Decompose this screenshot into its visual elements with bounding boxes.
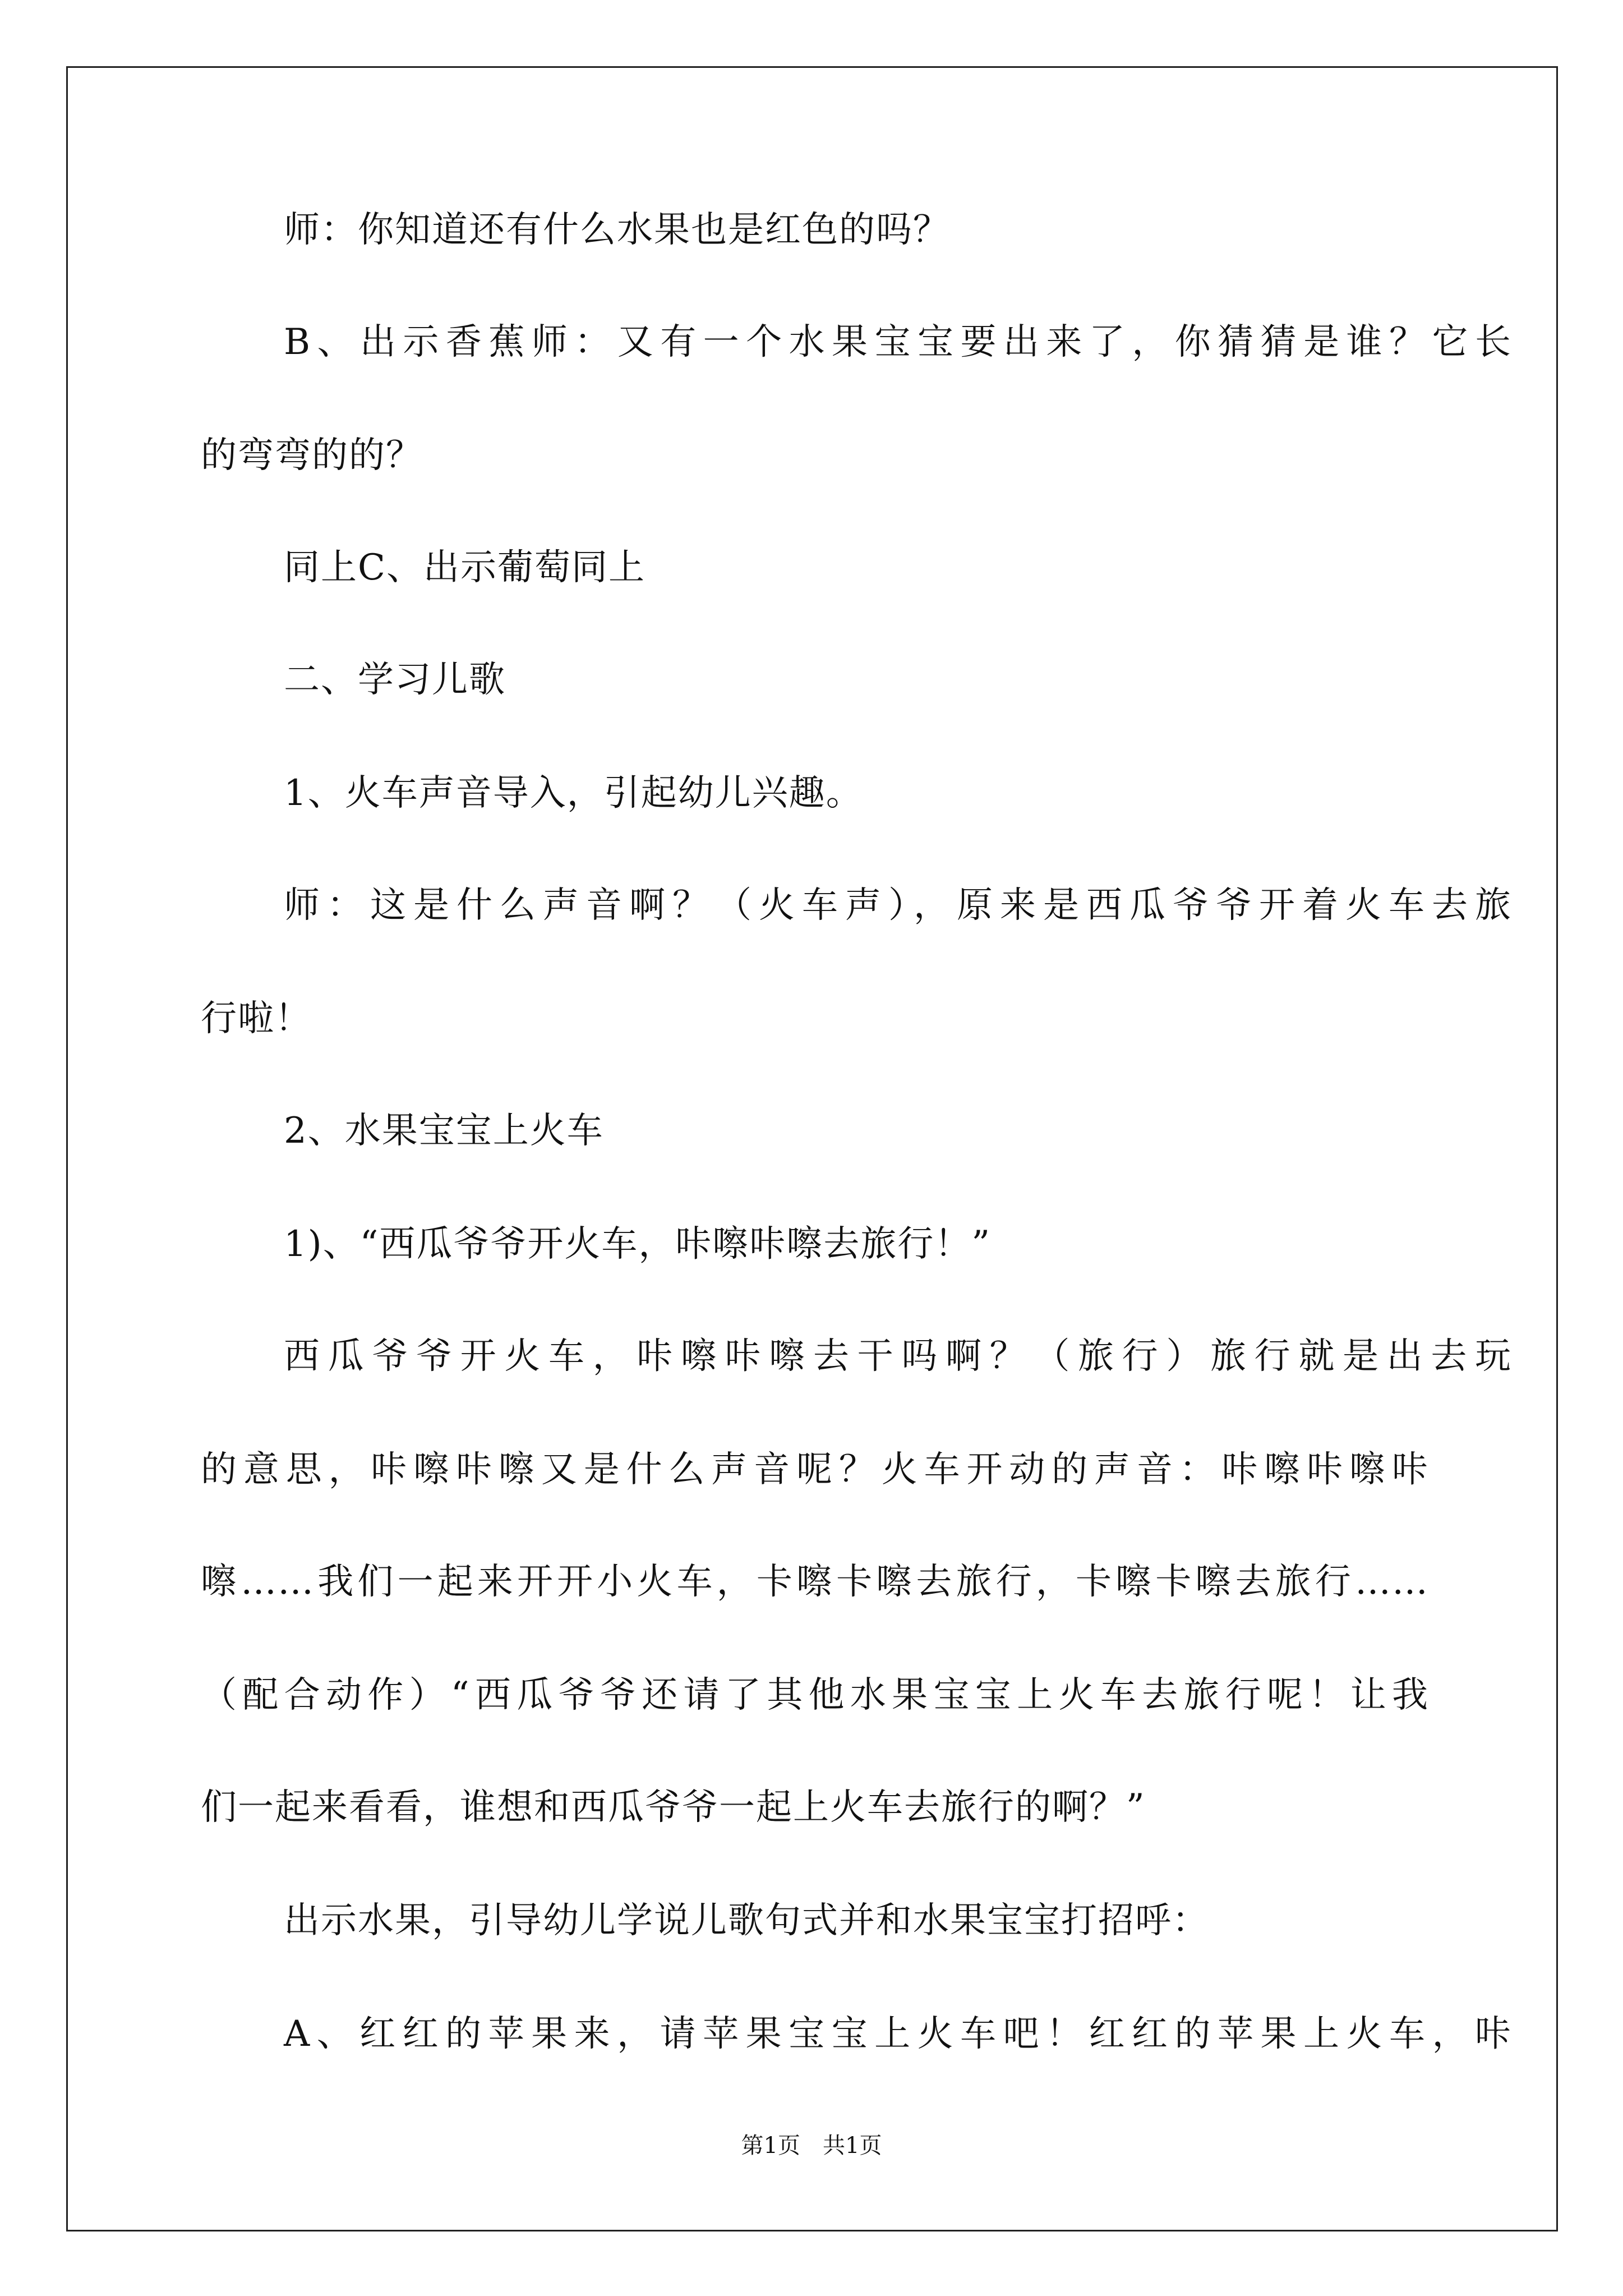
section-heading: 二、学习儿歌 (284, 659, 506, 701)
text-line-8: 行啦！ (201, 998, 312, 1039)
text-line-6: 1、火车声音导入，引起幼儿兴趣。 (284, 772, 863, 814)
text-line-9: 2、水果宝宝上火车 (284, 1110, 604, 1152)
text-line-17: A、红红的苹果来，请苹果宝宝上火车吧！红红的苹果上火车，咔 (284, 2013, 1512, 2055)
text-line-12: 的意思，咔嚓咔嚓又是什么声音呢？火车开动的声音：咔嚓咔嚓咔 (201, 1449, 1429, 1490)
text-line-16: 出示水果，引导幼儿学说儿歌句式并和水果宝宝打招呼： (284, 1900, 1209, 1941)
text-line-4: 同上C、出示葡萄同上 (284, 547, 645, 588)
text-line-10: 1)、“西瓜爷爷开火车，咔嚓咔嚓去旅行！” (284, 1223, 992, 1265)
text-line-1: 师：你知道还有什么水果也是红色的吗？ (284, 209, 950, 251)
text-line-3: 的弯弯的的？ (201, 435, 423, 476)
text-line-2: B、出示香蕉师：又有一个水果宝宝要出来了，你猜猜是谁？它长 (284, 321, 1512, 363)
page-footer: 第1页 共1页 (741, 2133, 882, 2159)
text-line-14: （配合动作）“西瓜爷爷还请了其他水果宝宝上火车去旅行呢！让我 (201, 1674, 1429, 1716)
text-line-7: 师：这是什么声音啊？（火车声），原来是西瓜爷爷开着火车去旅 (284, 885, 1512, 926)
text-line-13: 嚓……我们一起来开开小火车，卡嚓卡嚓去旅行，卡嚓卡嚓去旅行…… (201, 1561, 1429, 1603)
text-line-11: 西瓜爷爷开火车，咔嚓咔嚓去干吗啊？（旅行）旅行就是出去玩 (284, 1336, 1512, 1377)
text-line-15: 们一起来看看，谁想和西瓜爷爷一起上火车去旅行的啊？” (201, 1787, 1146, 1828)
